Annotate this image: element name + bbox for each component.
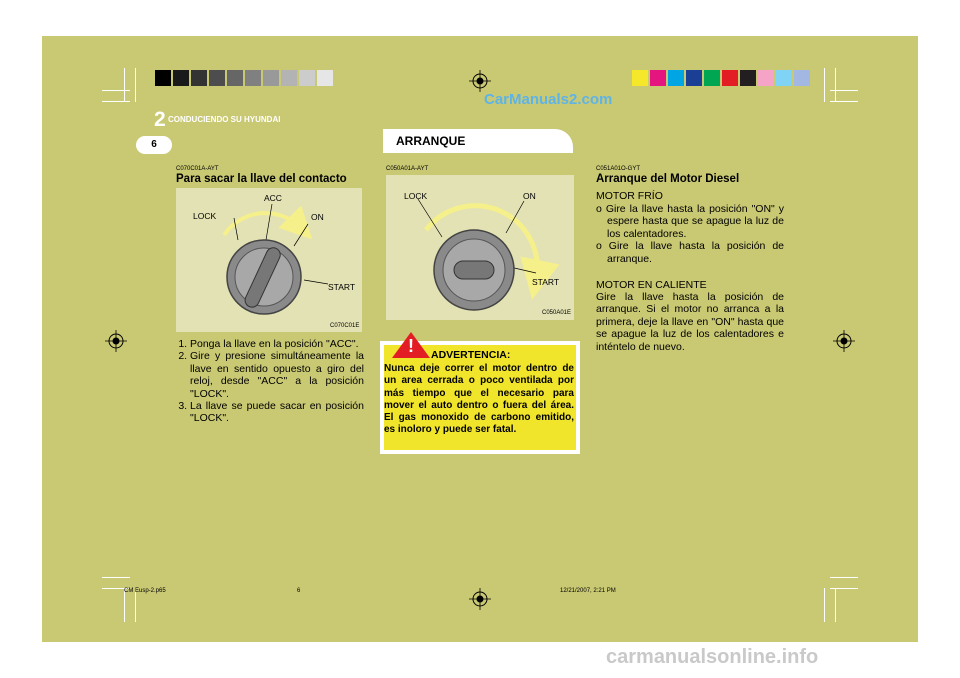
footer-page: 6	[297, 588, 301, 594]
footer-file: CM Eusp-2.p65	[124, 588, 166, 594]
col1-steps	[176, 338, 364, 425]
ignition-switch-icon	[176, 188, 362, 332]
hot-text: Gire la llave hasta la posición de arranque. Si el motor no arranca a la primera, deje la llave en "ON" hasta que se apague la luz de los calentadores e inténtelo de nuevo.	[596, 291, 784, 353]
label-on: ON	[523, 191, 536, 201]
col3-code: C051A01O-GYT	[596, 166, 641, 172]
figure-code: C050A01E	[542, 310, 572, 316]
color-bar	[632, 70, 812, 86]
hot-heading: MOTOR EN CALIENTE	[596, 279, 707, 291]
section-title: ARRANQUE	[396, 134, 466, 148]
figure-code: C070C01E	[330, 323, 360, 329]
col1-title: Para sacar la llave del contacto	[176, 173, 347, 185]
registration-target-icon	[469, 70, 491, 92]
step-3: 3. La llave se puede sacar en posición "LOCK".	[190, 400, 364, 425]
cold-heading: MOTOR FRÍO	[596, 190, 663, 202]
registration-target-icon	[833, 330, 855, 352]
footer-datetime: 12/21/2007, 2:21 PM	[560, 588, 616, 594]
chapter-title: CONDUCIENDO SU HYUNDAI	[168, 115, 281, 124]
label-start: START	[532, 277, 560, 287]
label-on: ON	[311, 212, 324, 222]
col1-code: C070C01A-AYT	[176, 166, 219, 172]
label-acc: ACC	[264, 193, 282, 203]
list-item: o Gire la llave hasta la posición "ON" y espere hasta que se apague la luz de los calentadores.	[596, 203, 784, 240]
cold-list	[596, 203, 784, 265]
label-lock: LOCK	[404, 191, 428, 201]
label-start: START	[328, 282, 356, 292]
grayscale-bar	[155, 70, 335, 86]
step-2: 2. Gire y presione simultáneamente la llave en sentido opuesto a giro del reloj, desde "ACC" a la posición "LOCK".	[190, 350, 364, 400]
warning-title: ADVERTENCIA:	[431, 349, 511, 361]
list-item: o Gire la llave hasta la posición de arranque.	[596, 240, 785, 265]
chapter-number: 2	[154, 108, 166, 131]
label-lock: LOCK	[193, 211, 217, 221]
warning-icon-glyph: !	[408, 336, 414, 356]
key-removal-figure	[176, 188, 362, 332]
watermark-top[interactable]: CarManuals2.com	[484, 91, 613, 108]
watermark-bottom[interactable]: carmanualsonline.info	[606, 646, 819, 668]
step-1: 1. Ponga la llave en la posición "ACC".	[190, 338, 364, 350]
registration-target-icon	[469, 588, 491, 610]
registration-target-icon	[105, 330, 127, 352]
page-number: 6	[151, 139, 157, 150]
page-background	[42, 36, 918, 642]
warning-text: Nunca deje correr el motor dentro de un area cerrada o poco ventilada por más tiempo que el necesario para mover el auto dentro o fuera del área. El gas monoxido de carbono emitido, es inoloro y puede ser fatal.	[384, 363, 574, 436]
col2-code: C050A01A-AYT	[386, 166, 429, 172]
col3-title: Arranque del Motor Diesel	[596, 173, 740, 185]
